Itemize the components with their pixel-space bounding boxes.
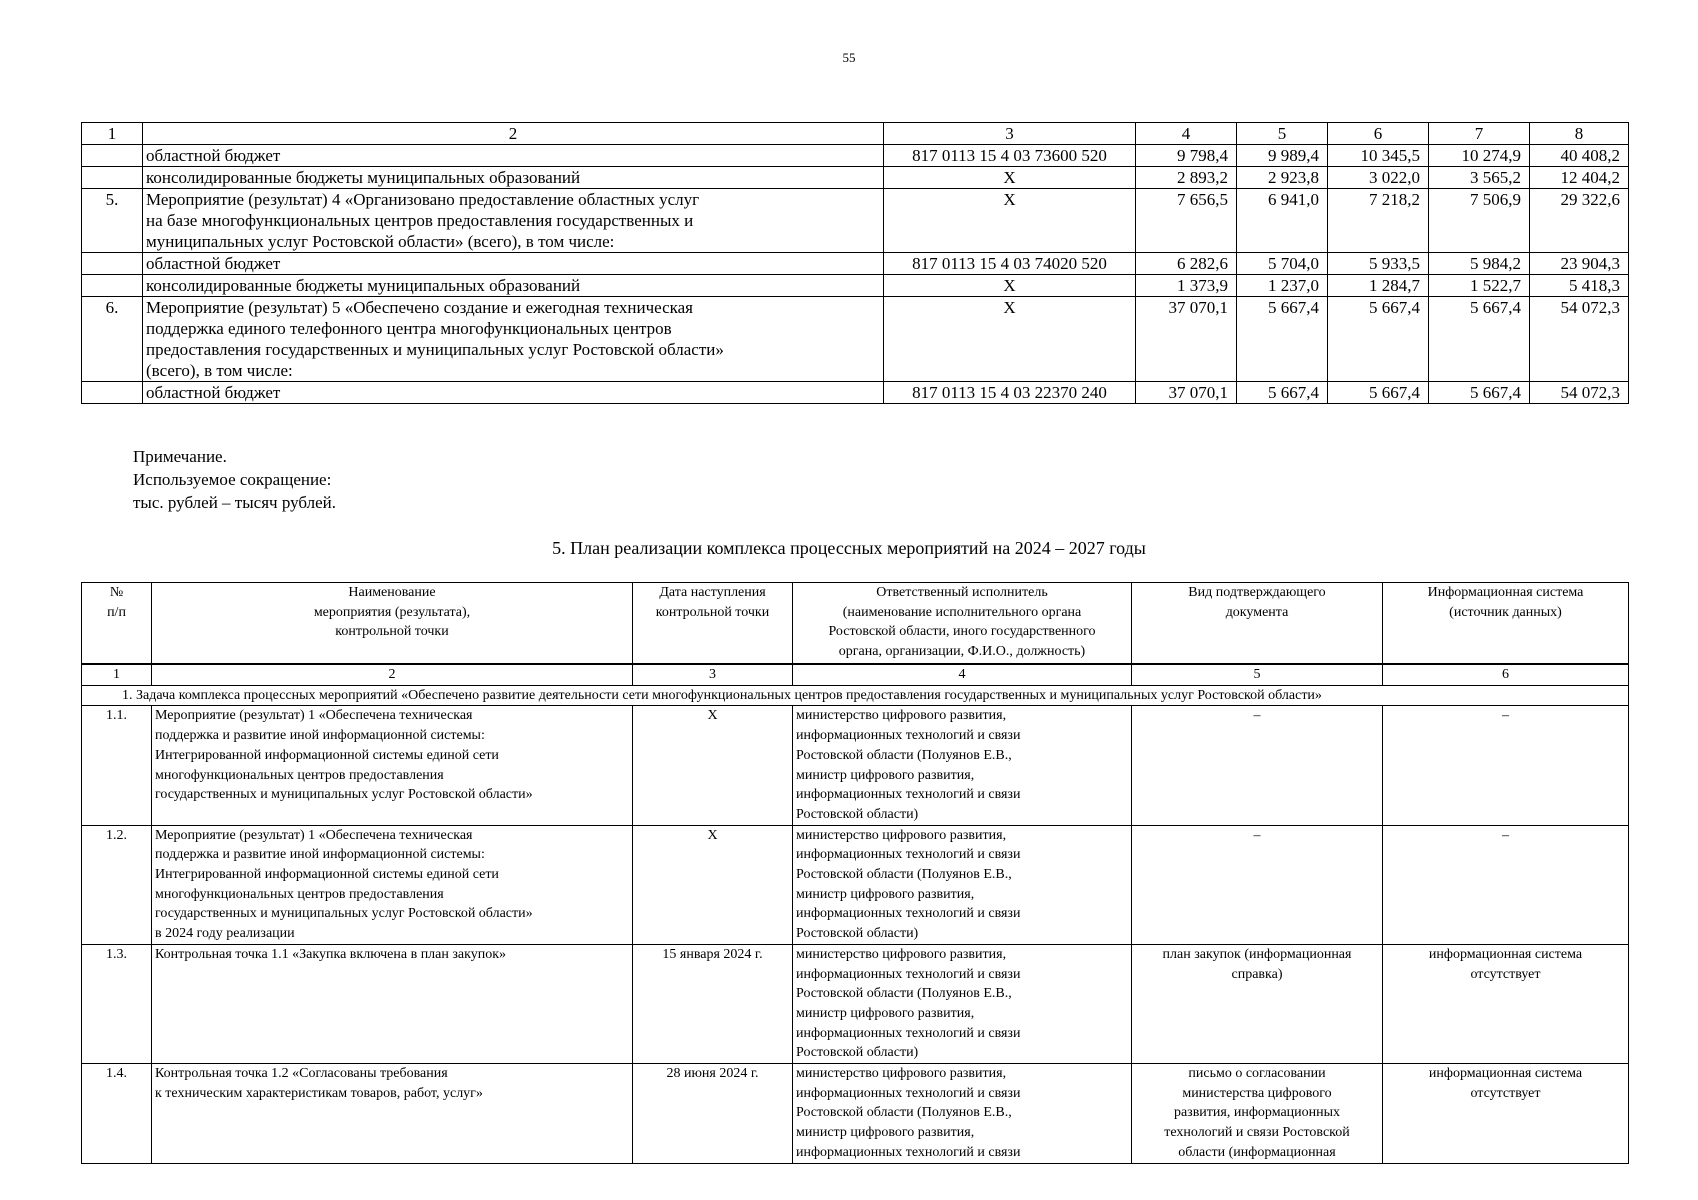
row-number bbox=[82, 382, 143, 404]
total-cell: 54 072,3 bbox=[1530, 297, 1629, 382]
value-cell: 3 022,0 bbox=[1328, 167, 1429, 189]
column-number: 7 bbox=[1429, 123, 1530, 145]
row-name: областной бюджет bbox=[143, 145, 884, 167]
value-cell: 10 274,9 bbox=[1429, 145, 1530, 167]
row-number bbox=[82, 275, 143, 297]
row-name: Мероприятие (результат) 4 «Организовано предоставление областных услуг на базе многофункциональных центров предоставления государственных и муниципальных услуг Ростовской области» (всего), в том числе: bbox=[143, 189, 884, 253]
column-number: 8 bbox=[1530, 123, 1629, 145]
row-name: Контрольная точка 1.1 «Закупка включена в план закупок» bbox=[152, 944, 633, 1063]
budget-table bbox=[81, 122, 1629, 404]
row-date: X bbox=[633, 706, 793, 825]
note bbox=[133, 445, 336, 514]
row-number: 1.3. bbox=[82, 944, 152, 1063]
row-name: областной бюджет bbox=[143, 382, 884, 404]
row-number: 1.4. bbox=[82, 1064, 152, 1164]
header-number: № п/п bbox=[82, 583, 152, 665]
row-date: X bbox=[633, 825, 793, 944]
table-row bbox=[82, 167, 1629, 189]
budget-code: X bbox=[884, 189, 1136, 253]
header-executor: Ответственный исполнитель (наименование исполнительного органа Ростовской области, иного государственного органа, организации, Ф.И.О., должность) bbox=[793, 583, 1132, 665]
column-number: 2 bbox=[143, 123, 884, 145]
column-number: 5 bbox=[1237, 123, 1328, 145]
header-date: Дата наступления контрольной точки bbox=[633, 583, 793, 665]
value-cell: 6 282,6 bbox=[1136, 253, 1237, 275]
table-header-row bbox=[82, 123, 1629, 145]
row-name: консолидированные бюджеты муниципальных образований bbox=[143, 167, 884, 189]
row-number: 1.2. bbox=[82, 825, 152, 944]
row-number: 5. bbox=[82, 189, 143, 253]
value-cell: 5 667,4 bbox=[1237, 382, 1328, 404]
table-row bbox=[82, 145, 1629, 167]
note-abbreviation: тыс. рублей – тысяч рублей. bbox=[133, 493, 336, 512]
task-title: 1. Задача комплекса процессных мероприятий «Обеспечено развитие деятельности сети многофункциональных центров предоставления государственных и муниципальных услуг Ростовской области» bbox=[82, 685, 1629, 706]
value-cell: 7 506,9 bbox=[1429, 189, 1530, 253]
row-number bbox=[82, 167, 143, 189]
header-name: Наименование мероприятия (результата), контрольной точки bbox=[152, 583, 633, 665]
row-number: 6. bbox=[82, 297, 143, 382]
value-cell: 7 656,5 bbox=[1136, 189, 1237, 253]
value-cell: 2 923,8 bbox=[1237, 167, 1328, 189]
row-document: – bbox=[1132, 825, 1383, 944]
table-row bbox=[82, 825, 1629, 944]
column-number: 4 bbox=[793, 664, 1132, 685]
header-document: Вид подтверждающего документа bbox=[1132, 583, 1383, 665]
table-row bbox=[82, 253, 1629, 275]
table-row bbox=[82, 944, 1629, 1063]
row-number bbox=[82, 145, 143, 167]
value-cell: 1 522,7 bbox=[1429, 275, 1530, 297]
total-cell: 40 408,2 bbox=[1530, 145, 1629, 167]
row-name: Мероприятие (результат) 5 «Обеспечено создание и ежегодная техническая поддержка единого телефонного центра многофункциональных центров предоставления государственных и муниципальных услуг Ростовской области» (всего), в том числе: bbox=[143, 297, 884, 382]
row-document: план закупок (информационная справка) bbox=[1132, 944, 1383, 1063]
row-name: областной бюджет bbox=[143, 253, 884, 275]
value-cell: 2 893,2 bbox=[1136, 167, 1237, 189]
column-number: 2 bbox=[152, 664, 633, 685]
row-executor: министерство цифрового развития, информационных технологий и связи Ростовской области (Полуянов Е.В., министр цифрового развития, информационных технологий и связи Ростовской области) bbox=[793, 706, 1132, 825]
column-number: 6 bbox=[1328, 123, 1429, 145]
row-executor: министерство цифрового развития, информационных технологий и связи Ростовской области (Полуянов Е.В., министр цифрового развития, информационных технологий и связи Ростовской области) bbox=[793, 944, 1132, 1063]
row-executor: министерство цифрового развития, информационных технологий и связи Ростовской области (Полуянов Е.В., министр цифрового развития, информационных технологий и связи Ростовской области) bbox=[793, 825, 1132, 944]
plan-table bbox=[81, 582, 1629, 1164]
column-number: 4 bbox=[1136, 123, 1237, 145]
total-cell: 23 904,3 bbox=[1530, 253, 1629, 275]
table-row bbox=[82, 189, 1629, 253]
value-cell: 5 667,4 bbox=[1328, 297, 1429, 382]
value-cell: 1 284,7 bbox=[1328, 275, 1429, 297]
row-name: консолидированные бюджеты муниципальных образований bbox=[143, 275, 884, 297]
row-system: информационная система отсутствует bbox=[1383, 944, 1629, 1063]
column-number: 5 bbox=[1132, 664, 1383, 685]
total-cell: 5 418,3 bbox=[1530, 275, 1629, 297]
page-number: 55 bbox=[842, 50, 856, 65]
row-name: Мероприятие (результат) 1 «Обеспечена техническая поддержка и развитие иной информационной системы: Интегрированной информационной системы единой сети многофункциональных центров предоставления государственных и муниципальных услуг Ростовской области» в 2024 году реализации bbox=[152, 825, 633, 944]
row-system: – bbox=[1383, 706, 1629, 825]
budget-code: X bbox=[884, 167, 1136, 189]
value-cell: 3 565,2 bbox=[1429, 167, 1530, 189]
row-document: – bbox=[1132, 706, 1383, 825]
budget-code: 817 0113 15 4 03 73600 520 bbox=[884, 145, 1136, 167]
row-system: информационная система отсутствует bbox=[1383, 1064, 1629, 1164]
section-title: 5. План реализации комплекса процессных мероприятий на 2024 – 2027 годы bbox=[552, 538, 1146, 558]
row-number bbox=[82, 253, 143, 275]
column-number: 3 bbox=[884, 123, 1136, 145]
value-cell: 5 704,0 bbox=[1237, 253, 1328, 275]
header-system: Информационная система (источник данных) bbox=[1383, 583, 1629, 665]
task-row bbox=[82, 685, 1629, 706]
total-cell: 12 404,2 bbox=[1530, 167, 1629, 189]
value-cell: 1 237,0 bbox=[1237, 275, 1328, 297]
table-row bbox=[82, 706, 1629, 825]
total-cell: 29 322,6 bbox=[1530, 189, 1629, 253]
column-number: 3 bbox=[633, 664, 793, 685]
value-cell: 6 941,0 bbox=[1237, 189, 1328, 253]
budget-code: X bbox=[884, 275, 1136, 297]
value-cell: 9 989,4 bbox=[1237, 145, 1328, 167]
value-cell: 5 667,4 bbox=[1429, 297, 1530, 382]
budget-code: 817 0113 15 4 03 22370 240 bbox=[884, 382, 1136, 404]
note-title: Примечание. bbox=[133, 447, 227, 466]
table-row bbox=[82, 382, 1629, 404]
row-name: Мероприятие (результат) 1 «Обеспечена техническая поддержка и развитие иной информационной системы: Интегрированной информационной системы единой сети многофункциональных центров предоставления государственных и муниципальных услуг Ростовской области» bbox=[152, 706, 633, 825]
table-row bbox=[82, 275, 1629, 297]
note-subtitle: Используемое сокращение: bbox=[133, 470, 332, 489]
row-date: 28 июня 2024 г. bbox=[633, 1064, 793, 1164]
value-cell: 9 798,4 bbox=[1136, 145, 1237, 167]
row-number: 1.1. bbox=[82, 706, 152, 825]
budget-code: X bbox=[884, 297, 1136, 382]
column-numbers-row bbox=[82, 664, 1629, 685]
table-row bbox=[82, 297, 1629, 382]
value-cell: 5 667,4 bbox=[1328, 382, 1429, 404]
row-name: Контрольная точка 1.2 «Согласованы требования к техническим характеристикам товаров, работ, услуг» bbox=[152, 1064, 633, 1164]
table-row bbox=[82, 1064, 1629, 1164]
row-date: 15 января 2024 г. bbox=[633, 944, 793, 1063]
value-cell: 7 218,2 bbox=[1328, 189, 1429, 253]
row-document: письмо о согласовании министерства цифрового развития, информационных технологий и связи Ростовской области (информационная bbox=[1132, 1064, 1383, 1164]
row-system: – bbox=[1383, 825, 1629, 944]
column-number: 1 bbox=[82, 664, 152, 685]
value-cell: 37 070,1 bbox=[1136, 382, 1237, 404]
total-cell: 54 072,3 bbox=[1530, 382, 1629, 404]
value-cell: 5 667,4 bbox=[1429, 382, 1530, 404]
budget-code: 817 0113 15 4 03 74020 520 bbox=[884, 253, 1136, 275]
value-cell: 10 345,5 bbox=[1328, 145, 1429, 167]
row-executor: министерство цифрового развития, информационных технологий и связи Ростовской области (Полуянов Е.В., министр цифрового развития, информационных технологий и связи bbox=[793, 1064, 1132, 1164]
table-header-row bbox=[82, 583, 1629, 665]
value-cell: 5 933,5 bbox=[1328, 253, 1429, 275]
value-cell: 5 984,2 bbox=[1429, 253, 1530, 275]
value-cell: 5 667,4 bbox=[1237, 297, 1328, 382]
column-number: 6 bbox=[1383, 664, 1629, 685]
column-number: 1 bbox=[82, 123, 143, 145]
value-cell: 1 373,9 bbox=[1136, 275, 1237, 297]
value-cell: 37 070,1 bbox=[1136, 297, 1237, 382]
